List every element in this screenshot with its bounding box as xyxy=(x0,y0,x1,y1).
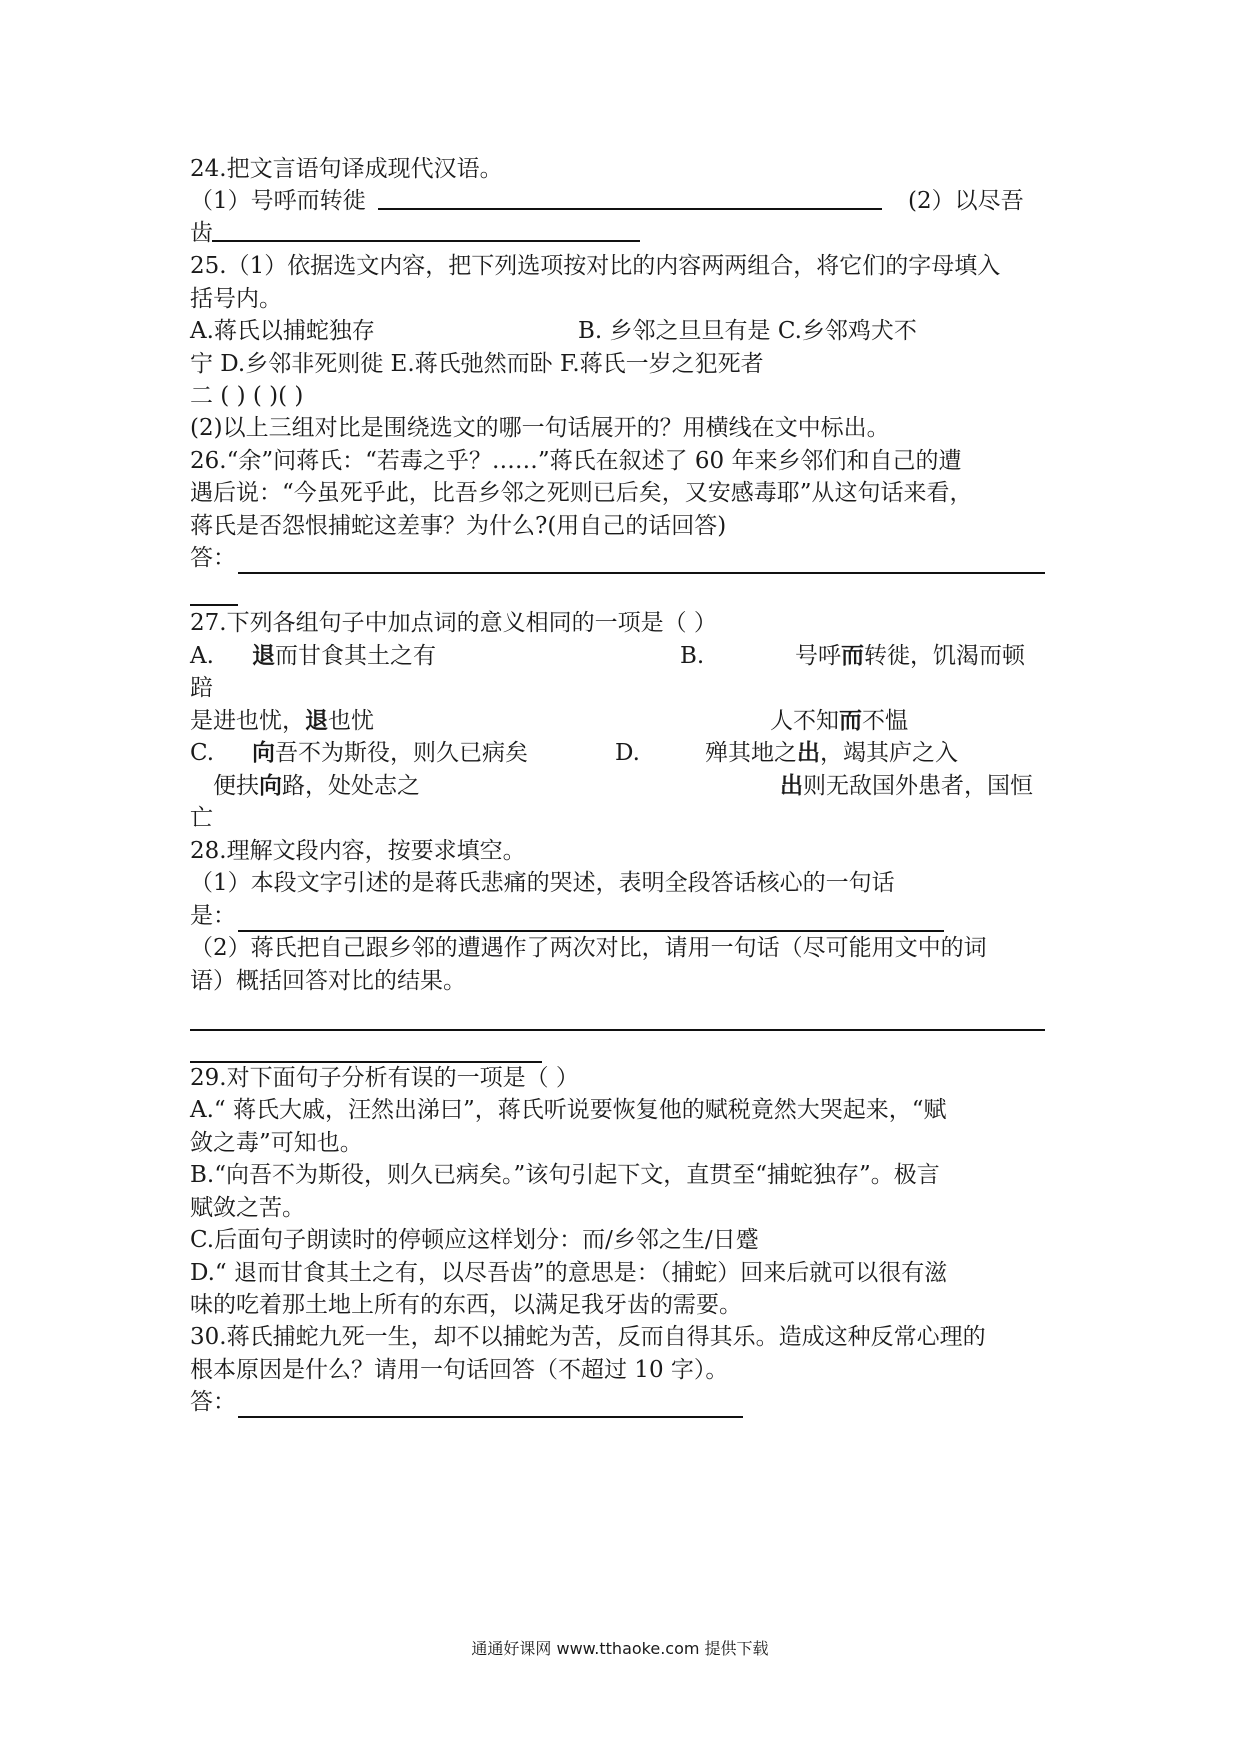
q24-answer-line-1[interactable] xyxy=(378,208,882,210)
q27-b1-dotted-word: 而 xyxy=(841,642,864,669)
q27-a-label: A. xyxy=(190,643,214,669)
q27-d-sentence2 xyxy=(780,770,1033,802)
q25-option-a: A.蒋氏以捕蛇独存 xyxy=(190,318,375,344)
q28-part1-line2: 是： xyxy=(190,903,236,929)
q28-part2-line1: （2）蒋氏把自己跟乡邻的遭遇作了两次对比，请用一句话（尽可能用文中的词 xyxy=(190,935,987,961)
q27-d-sentence1 xyxy=(705,737,958,769)
q27-d1-text: ，竭其庐之入 xyxy=(820,740,958,766)
q30-answer-label: 答： xyxy=(190,1389,236,1415)
q27-a-sentence1 xyxy=(252,640,436,672)
q27-c1-text: 吾不为斯役，则久已病矣 xyxy=(275,740,528,766)
q27-c2-dotted-word: 向 xyxy=(259,772,282,799)
q24-part2-cont: 齿 xyxy=(190,220,213,246)
q27-b1-pre: 号呼 xyxy=(795,643,841,669)
q27-b2-dotted-word: 而 xyxy=(839,707,862,734)
q27-a1-text: 而甘食其土之有 xyxy=(275,643,436,669)
q25-answer-brackets: 二 ( ) ( )( ) xyxy=(190,383,304,409)
q27-title: 27.下列各组句子中加点词的意义相同的一项是（ ） xyxy=(190,610,717,636)
q27-d2-text: 则无敌国外患者，国恒 xyxy=(803,773,1033,799)
q27-c2-text: 路，处处志之 xyxy=(282,773,420,799)
q27-c-label: C. xyxy=(190,740,215,766)
q29-option-b-line1: B.“向吾不为斯役，则久已病矣。”该句引起下文，直贯至“捕蛇独存”。极言 xyxy=(190,1162,940,1188)
q27-d1-pre: 殚其地之 xyxy=(705,740,797,766)
q27-c2-pre: 便扶 xyxy=(213,773,259,799)
q26-answer-label: 答： xyxy=(190,545,236,571)
q27-d-label: D. xyxy=(615,740,640,766)
q27-b2-text: 不愠 xyxy=(862,708,908,734)
q24-title: 24.把文言语句译成现代汉语。 xyxy=(190,156,503,182)
q29-option-a-line2: 敛之毒”可知也。 xyxy=(190,1130,363,1156)
q26-answer-line-cont[interactable] xyxy=(190,604,238,606)
q26-line3: 蒋氏是否怨恨捕蛇这差事？为什么?(用自己的话回答) xyxy=(190,513,727,539)
q27-a2-pre: 是进也忧， xyxy=(190,708,305,734)
q27-a-sentence2 xyxy=(190,705,374,737)
q29-option-c: C.后面句子朗读时的停顿应这样划分：而/乡邻之生/日蹙 xyxy=(190,1227,759,1253)
q30-line2: 根本原因是什么？请用一句话回答（不超过 10 字）。 xyxy=(190,1357,729,1383)
page-footer: 通通好课网 www.tthaoke.com 提供下载 xyxy=(471,1639,769,1658)
q27-c-sentence1 xyxy=(252,737,528,769)
q25-option-d-e-f: 宁 D.乡邻非死则徙 E.蒋氏弛然而卧 F.蒋氏一岁之犯死者 xyxy=(190,351,764,377)
q27-b-sentence2 xyxy=(770,705,908,737)
q28-part2-line2: 语）概括回答对比的结果。 xyxy=(190,968,466,994)
q27-b1-text: 转徙，饥渴而顿 xyxy=(864,643,1025,669)
q27-b1-wrap: 踣 xyxy=(190,675,213,701)
q28-part1-line1: （1）本段文字引述的是蒋氏悲痛的哭述，表明全段答话核心的一句话 xyxy=(190,870,895,896)
q29-option-d-line1: D.“ 退而甘食其土之有，以尽吾齿”的意思是：（捕蛇）回来后就可以很有滋 xyxy=(190,1260,948,1286)
q29-option-b-line2: 赋敛之苦。 xyxy=(190,1195,305,1221)
q30-answer-line[interactable] xyxy=(238,1416,743,1418)
q27-b2-pre: 人不知 xyxy=(770,708,839,734)
q25-part2: (2)以上三组对比是围绕选文的哪一句话展开的？用横线在文中标出。 xyxy=(190,415,890,441)
q25-intro-line1: 25.（1）依据选文内容，把下列选项按对比的内容两两组合，将它们的字母填入 xyxy=(190,253,1001,279)
q26-line2: 遇后说：“今虽死乎此，比吾乡邻之死则已后矣，又安感毒耶”从这句话来看， xyxy=(190,480,973,506)
q29-title: 29.对下面句子分析有误的一项是（ ） xyxy=(190,1065,579,1091)
q26-answer-line[interactable] xyxy=(238,572,1045,574)
q27-c1-dotted-word: 向 xyxy=(252,739,275,766)
q29-option-d-line2: 味的吃着那土地上所有的东西，以满足我牙齿的需要。 xyxy=(190,1292,742,1318)
q27-a2-text: 也忧 xyxy=(328,708,374,734)
q25-intro-line2: 括号内。 xyxy=(190,286,282,312)
q27-b-label: B. xyxy=(680,643,705,669)
q30-line1: 30.蒋氏捕蛇九死一生，却不以捕蛇为苦，反而自得其乐。造成这种反常心理的 xyxy=(190,1324,986,1350)
q24-answer-line-2[interactable] xyxy=(212,240,640,242)
q27-a1-dotted-word: 退 xyxy=(252,642,275,669)
q27-b-sentence1 xyxy=(795,640,1025,672)
q27-a2-dotted-word: 退 xyxy=(305,707,328,734)
q24-part1: （1）号呼而转徙 xyxy=(190,188,366,214)
q27-d1-dotted-word: 出 xyxy=(797,739,820,766)
q26-line1: 26.“余”问蒋氏：“若毒之乎？……”蒋氏在叙述了 60 年来乡邻们和自己的遭 xyxy=(190,448,962,474)
q27-c-sentence2 xyxy=(213,770,420,802)
q28-title: 28.理解文段内容，按要求填空。 xyxy=(190,838,526,864)
q24-part2: (2）以尽吾 xyxy=(908,188,1024,214)
q27-d2-wrap: 亡 xyxy=(190,805,213,831)
q27-d2-dotted-word: 出 xyxy=(780,772,803,799)
q29-option-a-line1: A.“ 蒋氏大戚，汪然出涕曰”，蒋氏听说要恢复他的赋税竟然大哭起来，“赋 xyxy=(190,1097,947,1123)
q28-part2-answer-line[interactable] xyxy=(190,1029,1045,1031)
q25-option-b-c: B. 乡邻之旦旦有是 C.乡邻鸡犬不 xyxy=(578,318,917,344)
